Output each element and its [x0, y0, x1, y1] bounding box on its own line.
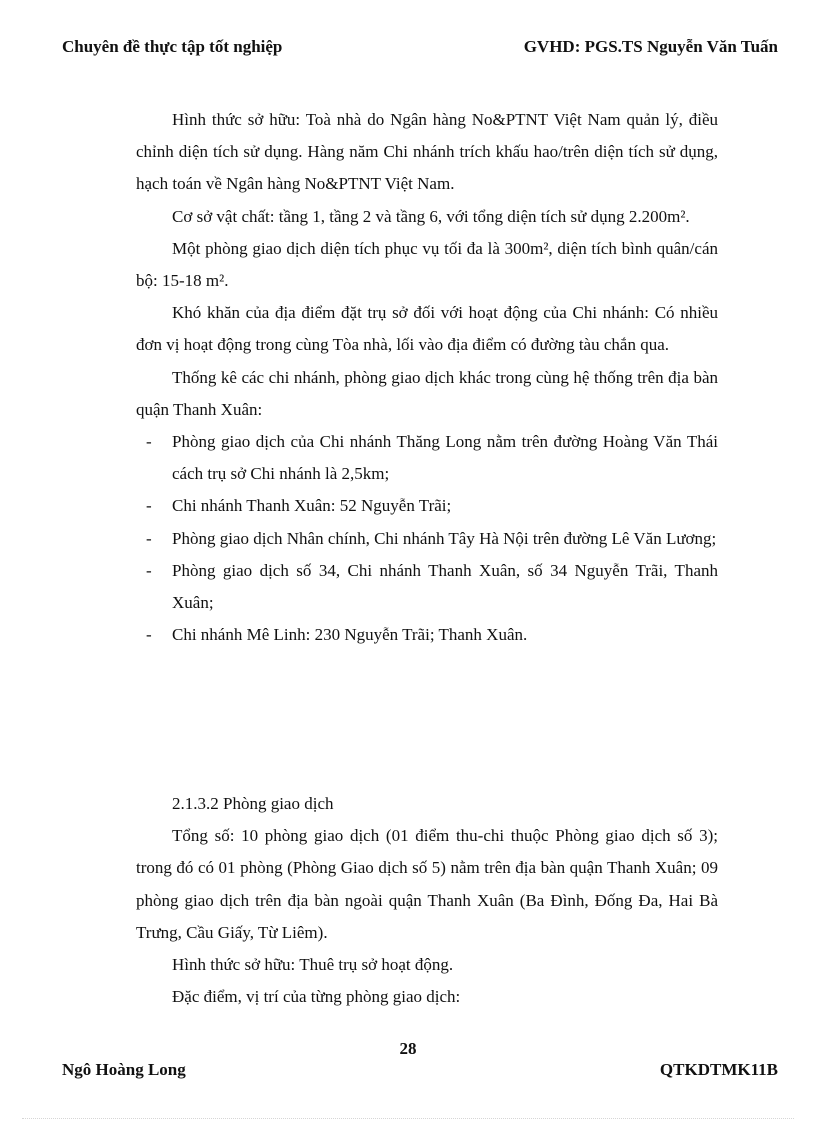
page-body-part-1: [136, 104, 718, 651]
section-heading: 2.1.3.2 Phòng giao dịch: [172, 794, 334, 813]
branch-list: [136, 426, 718, 651]
list-item: - Phòng giao dịch Nhân chính, Chi nhánh Tây Hà Nội trên đường Lê Văn Lương;: [136, 523, 718, 555]
paragraph-office-features: Đặc điểm, vị trí của từng phòng giao dịch:: [172, 987, 461, 1007]
paragraph-office-ownership: Hình thức sở hữu: Thuê trụ sở hoạt động.: [172, 955, 454, 975]
footer-class-code: QTKDTMK11B: [659, 1060, 778, 1079]
list-item: - Chi nhánh Thanh Xuân: 52 Nguyễn Trãi;: [136, 490, 718, 522]
page-number: 28: [399, 1039, 417, 1058]
paragraph-office-area: Một phòng giao dịch diện tích phục vụ tối đa là 300m², diện tích bình quân/cán bộ: 15-18 m².: [136, 238, 718, 291]
header-advisor: GVHD: PGS.TS Nguyễn Văn Tuấn: [523, 37, 778, 56]
page-footer: [62, 1060, 778, 1080]
paragraph-ownership: Hình thức sở hữu: Toà nhà do Ngân hàng No&PTNT Việt Nam quản lý, điều chỉnh diện tích sử dụng. Hàng năm Chi nhánh trích khấu hao/trên diện tích sử dụng, hạch toán về Ngân hàng No&PTNT Việt Nam.: [136, 110, 718, 194]
list-item: - Chi nhánh Mê Linh: 230 Nguyễn Trãi; Thanh Xuân.: [136, 619, 718, 651]
paragraph-facilities: Cơ sở vật chất: tầng 1, tầng 2 và tầng 6, với tổng diện tích sử dụng 2.200m².: [172, 206, 690, 226]
list-item: - Phòng giao dịch của Chi nhánh Thăng Long nằm trên đường Hoàng Văn Thái cách trụ sở Chi nhánh là 2,5km;: [136, 426, 718, 490]
paragraph-total-offices: Tổng số: 10 phòng giao dịch (01 điểm thu-chi thuộc Phòng giao dịch số 3); trong đó có 01 phòng (Phòng Giao dịch số 5) nằm trên địa bàn quận Thanh Xuân; 09 phòng giao dịch trên địa bàn ngoài quận Thanh Xuân (Ba Đình, Đống Đa, Hai Bà Trưng, Cầu Giấy, Từ Liêm).: [136, 826, 718, 942]
page-header: [62, 37, 778, 57]
paragraph-difficulties: Khó khăn của địa điểm đặt trụ sở đối với hoạt động của Chi nhánh: Có nhiều đơn vị hoạt động trong cùng Tòa nhà, lối vào địa điểm có đường tàu chắn qua.: [136, 303, 718, 355]
header-document-title: Chuyên đề thực tập tốt nghiệp: [62, 37, 283, 56]
page-body-part-2: [136, 788, 718, 1013]
paragraph-statistics-intro: Thống kê các chi nhánh, phòng giao dịch khác trong cùng hệ thống trên địa bàn quận Thanh Xuân:: [136, 367, 718, 419]
page-edge-divider: [22, 1118, 794, 1119]
list-item: - Phòng giao dịch số 34, Chi nhánh Thanh Xuân, số 34 Nguyễn Trãi, Thanh Xuân;: [136, 555, 718, 619]
footer-author: Ngô Hoàng Long: [62, 1060, 186, 1079]
